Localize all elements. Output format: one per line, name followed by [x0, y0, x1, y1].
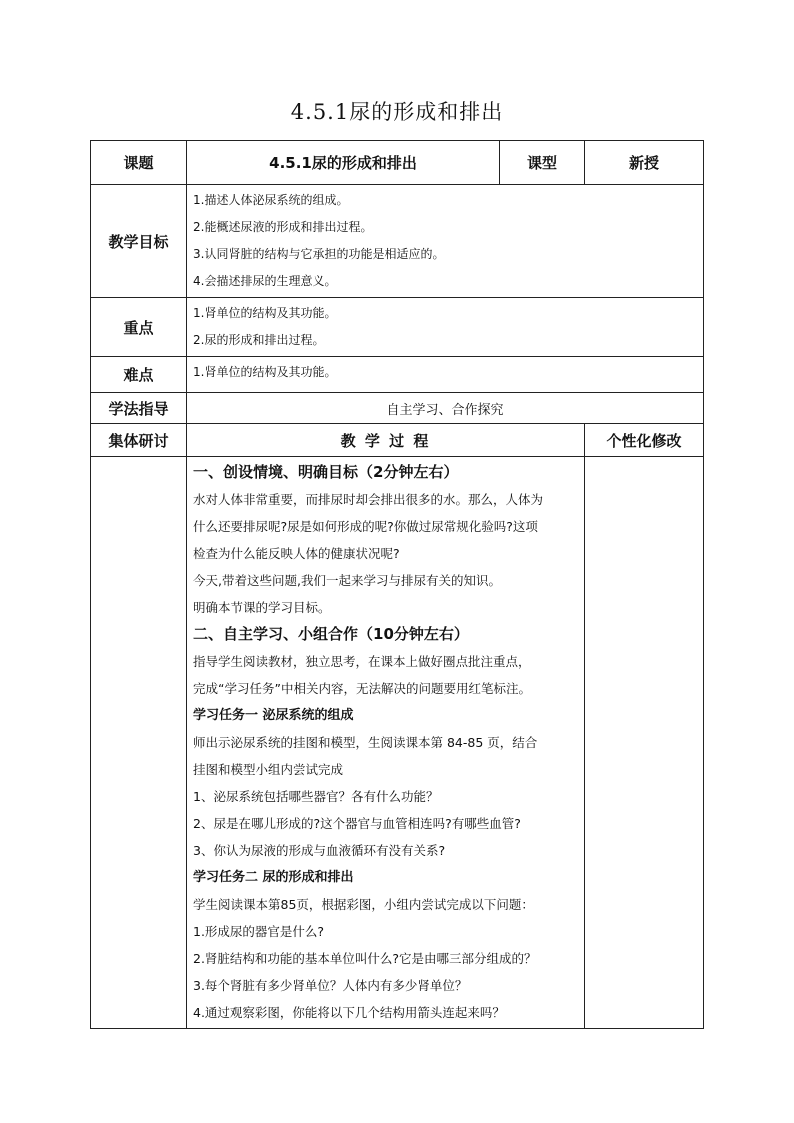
section1-line: 水对人体非常重要，而排尿时却会排出很多的水。那么，人体为	[193, 492, 544, 507]
task1-title: 学习任务一 泌尿系统的组成	[193, 708, 354, 723]
task2-line: 1.形成尿的器官是什么?	[193, 924, 325, 939]
goal-item: 3.认同肾脏的结构与它承担的功能是相适应的。	[193, 247, 445, 261]
topic-row	[91, 141, 704, 185]
task1-line: 挂图和模型小组内尝试完成	[193, 762, 344, 777]
type-value: 新授	[585, 141, 704, 185]
method-value: 自主学习、合作探究	[187, 393, 704, 424]
key-points-list	[187, 298, 704, 357]
task2-line: 3.每个肾脏有多少肾单位？人体内有多少肾单位？	[193, 978, 468, 993]
difficulty-label: 难点	[91, 357, 187, 393]
topic-label: 课题	[91, 141, 187, 185]
task2-title: 学习任务二 尿的形成和排出	[193, 870, 354, 885]
section1-line: 明确本节课的学习目标。	[193, 600, 331, 615]
process-middle-header: 教 学 过 程	[187, 424, 585, 457]
goals-row	[91, 185, 704, 298]
process-body-row	[91, 457, 704, 1029]
page-title: 4.5.1尿的形成和排出	[290, 100, 504, 124]
topic-value: 4.5.1尿的形成和排出	[187, 141, 500, 185]
goal-item: 4.会描述排尿的生理意义。	[193, 274, 337, 288]
key-point-item: 1.肾单位的结构及其功能。	[193, 306, 337, 320]
task1-line: 3、你认为尿液的形成与血液循环有没有关系?	[193, 843, 446, 858]
task1-line: 2、尿是在哪儿形成的?这个器官与血管相连吗?有哪些血管?	[193, 816, 521, 831]
difficulty-item: 1.肾单位的结构及其功能。	[193, 365, 337, 379]
task2-line: 2.肾脏结构和功能的基本单位叫什么?它是由哪三部分组成的？	[193, 951, 537, 966]
process-content	[187, 457, 585, 1029]
goals-list	[187, 185, 704, 298]
section2-intro-line: 完成“学习任务”中相关内容，无法解决的问题要用红笔标注。	[193, 681, 531, 696]
section1-line: 检查为什么能反映人体的健康状况呢?	[193, 546, 400, 561]
difficulty-row	[91, 357, 704, 393]
section2-heading: 二、自主学习、小组合作（10分钟左右）	[193, 625, 469, 643]
goal-item: 1.描述人体泌尿系统的组成。	[193, 193, 349, 207]
section2-intro-line: 指导学生阅读教材，独立思考，在课本上做好圈点批注重点，	[193, 654, 531, 669]
collective-notes-cell	[91, 457, 187, 1029]
key-point-item: 2.尿的形成和排出过程。	[193, 333, 325, 347]
task2-line: 学生阅读课本第85页，根据彩图，小组内尝试完成以下问题：	[193, 897, 534, 912]
process-left-header: 集体研讨	[91, 424, 187, 457]
method-label: 学法指导	[91, 393, 187, 424]
lesson-plan-table	[90, 140, 704, 1029]
task2-line: 4.通过观察彩图，你能将以下几个结构用箭头连起来吗？	[193, 1005, 505, 1020]
goals-label: 教学目标	[91, 185, 187, 298]
section1-heading: 一、创设情境、明确目标（2分钟左右）	[193, 463, 459, 481]
type-label: 课型	[500, 141, 585, 185]
section1-line: 今天,带着这些问题,我们一起来学习与排尿有关的知识。	[193, 573, 501, 588]
task1-line: 师出示泌尿系统的挂图和模型，生阅读课本第 84-85 页，结合	[193, 735, 538, 750]
process-right-header: 个性化修改	[585, 424, 704, 457]
key-points-label: 重点	[91, 298, 187, 357]
section1-line: 什么还要排尿呢?尿是如何形成的呢?你做过尿常规化验吗?这项	[193, 519, 538, 534]
difficulty-list	[187, 357, 704, 393]
personal-notes-cell	[585, 457, 704, 1029]
goal-item: 2.能概述尿液的形成和排出过程。	[193, 220, 373, 234]
task1-line: 1、泌尿系统包括哪些器官？各有什么功能？	[193, 789, 439, 804]
method-row	[91, 393, 704, 424]
key-points-row	[91, 298, 704, 357]
process-header-row	[91, 424, 704, 457]
